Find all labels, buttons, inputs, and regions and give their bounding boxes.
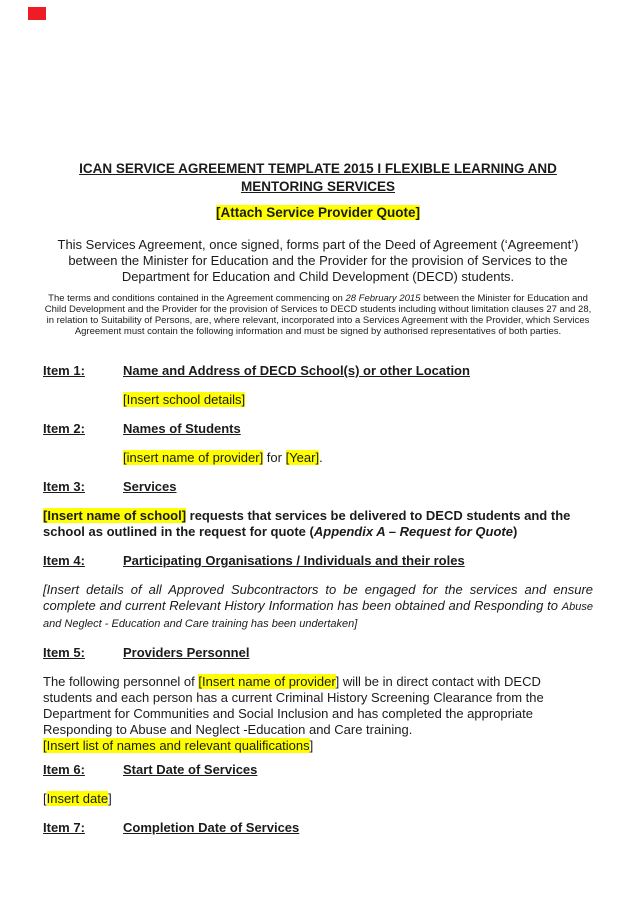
item-3-request-text: requests that services be delivered to DECD students and the school as outlined in the request for quote ( — [43, 508, 574, 539]
document-content — [0, 160, 636, 836]
personnel-text-end: ] will be in direct contact with DECD students and each person has a current Criminal History Screening Clearance from the Department for Communities and Social Inclusion and has completed the appropriate Responding to Abuse and Neglect -Education and Care training. — [43, 674, 548, 737]
subcontractors-note-training: Abuse and Neglect - Education and Care training has been undertaken] — [43, 601, 597, 630]
item-6-content — [43, 791, 593, 807]
item-6-title: Start Date of Services — [123, 762, 258, 777]
terms-text-after: between the Minister for Education and Child Development and the Provider for the provision of Services to DECD students including without limitation clauses 27 and 28, in relation to Suitability of Persons, are, where relevant, incorporated into a Services Agreement with the Provider, which Services Agreement must contain the following information and must be signed by authorised representatives of both parties. — [44, 293, 594, 337]
item-6-label: Item 6: — [43, 762, 85, 777]
item-1-title: Name and Address of DECD School(s) or other Location — [123, 363, 470, 378]
names-qualifications-placeholder: [Insert list of names and relevant qualifications — [43, 738, 310, 753]
item-2-connector-text: for — [263, 450, 286, 465]
item-5-list-line — [43, 738, 593, 754]
item-5-heading-row — [43, 645, 593, 661]
subcontractors-note-main: [Insert details of all Approved Subcontractors to be engaged for the services and ensure complete and current Relevant History Information has been obtained and Responding to — [43, 582, 597, 613]
intro-paragraph: This Services Agreement, once signed, forms part of the Deed of Agreement (‘Agreement’) between the Minister for Education and the Provider for the provision of Services to the Department for Education and Child Development (DECD) students. — [57, 237, 579, 284]
terms-commencement-date: 28 February 2015 — [345, 293, 421, 304]
item-7-label: Item 7: — [43, 820, 85, 835]
year-placeholder: [Year] — [285, 450, 320, 465]
item-4-heading-row — [43, 553, 593, 569]
names-qualifications-close-bracket: ] — [309, 738, 314, 753]
provider-name-placeholder-2: [Insert name of provider — [198, 674, 336, 689]
terms-paragraph — [43, 293, 593, 337]
item-2-title: Names of Students — [123, 421, 241, 436]
item-4-label: Item 4: — [43, 553, 85, 568]
item-2-label: Item 2: — [43, 421, 85, 436]
item-3-label: Item 3: — [43, 479, 85, 494]
item-3-title: Services — [123, 479, 177, 494]
insert-date-close-bracket: ] — [108, 791, 112, 806]
item-5-label: Item 5: — [43, 645, 85, 660]
item-3-paragraph — [43, 508, 593, 540]
attach-quote-note — [43, 205, 593, 221]
item-7-heading-row — [43, 820, 593, 836]
item-6-heading-row — [43, 762, 593, 778]
item-3-heading-row — [43, 479, 593, 495]
insert-date-open-bracket: [ — [43, 791, 47, 806]
attach-quote-highlight: [Attach Service Provider Quote] — [215, 205, 421, 220]
school-name-placeholder: [Insert name of school] — [43, 508, 187, 523]
item-2-period: . — [319, 450, 323, 465]
document-title: ICAN SERVICE AGREEMENT TEMPLATE 2015 I FLEXIBLE LEARNING AND MENTORING SERVICES — [79, 161, 557, 194]
item-5-paragraph — [43, 674, 593, 738]
appendix-a-reference: Appendix A – Request for Quote — [313, 524, 513, 539]
item-3-close-paren: ) — [512, 524, 518, 539]
item-4-title: Participating Organisations / Individuals and their roles — [123, 553, 465, 568]
insert-date-placeholder: Insert date — [46, 791, 109, 806]
terms-text-before: The terms and conditions contained in the Agreement commencing on — [48, 293, 346, 304]
item-1-content — [123, 392, 593, 408]
item-2-content — [123, 450, 593, 466]
item-7-title: Completion Date of Services — [123, 820, 300, 835]
item-1-heading-row — [43, 363, 593, 379]
item-4-paragraph — [43, 582, 597, 632]
item-1-label: Item 1: — [43, 363, 85, 378]
personnel-text-start: The following personnel of — [43, 674, 199, 689]
red-annotation-marker — [28, 7, 46, 20]
provider-name-placeholder: [insert name of provider] — [123, 450, 264, 465]
school-details-placeholder: [Insert school details] — [123, 392, 246, 407]
item-2-heading-row — [43, 421, 593, 437]
item-5-title: Providers Personnel — [123, 645, 250, 660]
